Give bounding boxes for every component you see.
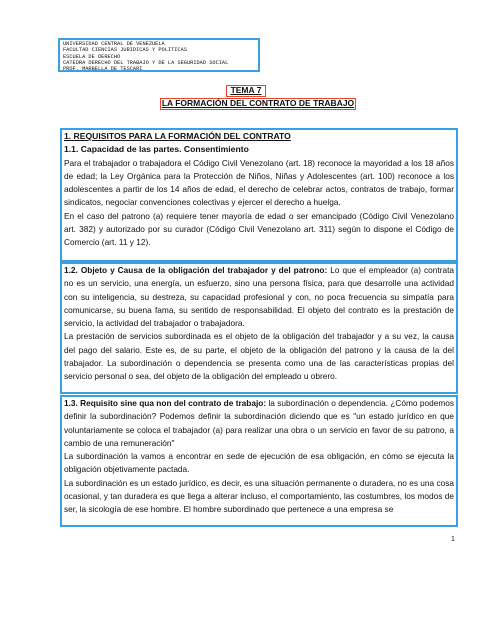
paragraph-text: Lo que el empleador (a) contrata no es un servicio, una energía, un esfuerzo, sino una persona física, para que desarrolle una actividad con su inteligencia, su destreza, su capacidad profesional y con, no poca frecuencia su simpatía para comunicarse, su buena fama, su sentido de responsabilidad. El objeto del contrato es la prestación de servicio, la actividad del trabajador o trabajadora.	[64, 265, 454, 329]
section-requisito-sine-qua-non	[60, 395, 458, 527]
header-line-faculty: FACULTAD CIENCIAS JURIDICAS Y POLITICAS	[63, 47, 187, 54]
paragraph: La subordinación la vamos a encontrar en sede de ejecución de esa obligación, en cómo se ejecuta la obligación objetivamente pactada.	[64, 451, 454, 475]
section-objeto-causa	[60, 262, 458, 394]
paragraph-with-heading	[64, 397, 454, 450]
header-line-professor: PROF. MARBELLA DE TESCARI	[63, 66, 143, 72]
tema-label: TEMA 7	[226, 85, 266, 97]
header-line-school: ESCUELA DE DERECHO	[63, 53, 121, 60]
paragraph-with-heading	[64, 264, 454, 330]
paragraph: Para el trabajador o trabajadora el Código Civil Venezolano (art. 18) reconoce la mayoridad a los 18 años de edad; la Ley Orgánica para la Protección de Niños, Niñas y Adolescentes (art. 100) reconoce a los adolescentes a partir de los 14 años de edad, el derecho de celebrar actos, contratos de trabajo, formar sindicatos, negociar convenciones colectivas y ejercer el derecho a huelga.	[64, 157, 454, 208]
institution-header	[58, 38, 260, 72]
header-line-university: UNIVERSIDAD CENTRAL DE VENEZUELA	[63, 41, 165, 47]
section-requisitos	[60, 128, 458, 262]
page-number: 1	[451, 536, 455, 543]
paragraph: En el caso del patrono (a) requiere tener mayoría de edad o ser emancipado (Código Civil Venezolano art. 382) y autorizado por su curador (Código Civil Venezolano art. 311) según lo dispone el Código de Comercio (art. 11 y 12).	[64, 210, 454, 248]
header-line-chair: CATEDRA DERECHO DEL TRABAJO Y DE LA SEGURIDAD SOCIAL	[63, 59, 229, 66]
page-title: LA FORMACIÓN DEL CONTRATO DE TRABAJO	[161, 98, 355, 108]
subsection-heading: 1.2. Objeto y Causa de la obligación del trabajador y del patrono:	[64, 265, 328, 275]
subsection-heading: 1.3. Requisito sine qua non del contrato de trabajo:	[64, 398, 267, 408]
paragraph: La subordinación es un estado jurídico, es decir, es una situación permanente o duradera, no es una cosa ocasional, y tan duradera es que llega a alterar incluso, el comportamiento, las costumbres, los modos de ser, la sicología de ese hombre. El hombre subordinado que pertenece a una empresa se	[64, 477, 454, 515]
paragraph: La prestación de servicios subordinada es el objeto de la obligación del trabajador y a su vez, la causa del pago del salario. Este es, de su parte, el objeto de la obligación del patrono y la causa de la del trabajador. La subordinación o dependencia se presenta como una de las características propias del servicio personal o sea, del objeto de la obligación del empleado u obrero.	[64, 331, 454, 382]
subsection-heading: 1.1. Capacidad de las partes. Consentimiento	[64, 144, 249, 155]
section-heading: 1. REQUISITOS PARA LA FORMACIÓN DEL CONTRATO	[64, 131, 291, 141]
paragraph-text: la subordinación o dependencia. ¿Cómo podemos definir la subordinación? Podemos definir la subordinación diciendo que es "un estado jurídico en que voluntariamente se coloca el trabajador (a) para realizar una obra o un servicio en favor de su patrono, a cambio de una remuneración"	[64, 398, 455, 448]
